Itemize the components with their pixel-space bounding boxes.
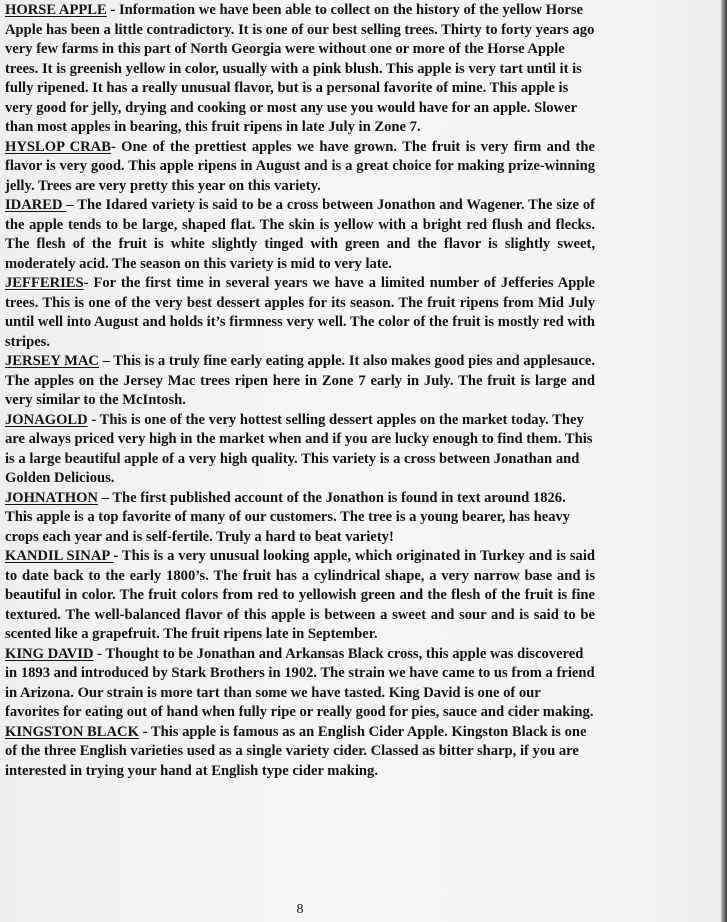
entry-text: – This is a truly fine early eating apple. It also makes good pies and applesauce. The apples on the Jersey Mac trees ripen here in Zone 7 early in July. The fruit is large and very similar to the McIntosh. bbox=[5, 353, 596, 408]
entry-text: - This apple is famous as an English Cider Apple. Kingston Black is one of the three English varieties used as a single variety cider. Classed as bitter sharp, if you are interested in trying your hand at English type cider making. bbox=[5, 723, 587, 779]
apple-variety-list bbox=[5, 1, 595, 781]
entry-kingston-black bbox=[5, 723, 595, 782]
entry-text: - This is a very unusual looking apple, which originated in Turkey and is said to date back to the early 1800’s. The fruit has a cylindrical shape, a very narrow base and is beautiful in color. The fruit colors from red to yellowish green and the flesh of the fruit is fine textured. The well-balanced flavor of this apple is between a sweet and sour and is said to be scented like a grapefruit. The fruit ripens late in September. bbox=[5, 548, 596, 642]
entry-title: KANDIL SINAP bbox=[5, 548, 114, 564]
entry-hyslop-crab bbox=[5, 138, 595, 197]
entry-jonagold bbox=[5, 411, 595, 489]
entry-title: JONAGOLD bbox=[5, 411, 88, 428]
entry-text: - This is one of the very hottest selling dessert apples on the market today. They are always priced very high in the market when and if you are lucky enough to find them. This is a large beautiful apple of a very high quality. This variety is a cross between Jonathan and Golden Delicious. bbox=[5, 411, 593, 486]
page-number: 8 bbox=[296, 902, 304, 917]
entry-text: – The first published account of the Jonathon is found in text around 1826. This apple is a top favorite of many of our customers. The tree is a young bearer, has heavy crops each year and is self-fertile. Truly a hard to beat variety! bbox=[5, 489, 571, 545]
page-edge-shadow bbox=[721, 0, 727, 922]
entry-jersey-mac bbox=[5, 352, 595, 411]
entry-idared bbox=[5, 196, 595, 274]
entry-text: - Information we have been able to collect on the history of the yellow Horse Apple has been a little contradictory. It is one of our best selling trees. Thirty to forty years ago very few farms in this part of North Georgia were without one or more of the Horse Apple trees. It is greenish yellow in color, usually with a pink blush. This apple is very tart until it is fully ripened. It has a really unusual flavor, but is a personal favorite of mine. This apple is very good for jelly, drying and cooking or most any use you would have for an apple. Slower than most apples in bearing, this fruit ripens in late July in Zone 7. bbox=[5, 2, 595, 135]
entry-title: JOHNATHON bbox=[5, 489, 98, 506]
entry-king-david bbox=[5, 645, 595, 723]
entry-title: KING DAVID bbox=[5, 645, 94, 662]
entry-title: HORSE APPLE bbox=[5, 2, 107, 18]
entry-text: – The Idared variety is said to be a cross between Jonathon and Wagener. The size of the apple tends to be large, shaped flat. The skin is yellow with a bright red flush and flecks. The flesh of the fruit is white slightly tinged with green and the flavor is slightly sweet, moderately acid. The season on this variety is mid to very late. bbox=[5, 197, 596, 272]
entry-johnathon bbox=[5, 489, 595, 548]
entry-title: HYSLOP CRAB bbox=[5, 138, 111, 155]
entry-title: JEFFERIES bbox=[5, 275, 84, 291]
entry-text: - For the first time in several years we have a limited number of Jefferies Apple trees. This is one of the very best dessert apples for its season. The fruit ripens from Mid July until well into August and holds it’s firmness very well. The color of the fruit is mostly red with stripes. bbox=[5, 275, 595, 350]
entry-kandil-sinap bbox=[5, 547, 595, 645]
entry-title: IDARED bbox=[5, 197, 67, 213]
entry-text: - Thought to be Jonathan and Arkansas Black cross, this apple was discovered in 1893 and introduced by Stark Brothers in 1902. The strain we have came to us from a friend in Arizona. Our strain is more tart than some we have tasted. King David is one of our favorites for eating out of hand when fully ripe or really good for pies, sauce and cider making. bbox=[5, 645, 595, 720]
entry-title: JERSEY MAC bbox=[5, 353, 99, 369]
entry-text: - One of the prettiest apples we have grown. The fruit is very firm and the flavor is very good. This apple ripens in August and is a great choice for making prize-winning jelly. Trees are very pretty this year on this variety. bbox=[5, 138, 595, 194]
entry-title: KINGSTON BLACK bbox=[5, 723, 139, 740]
entry-horse-apple bbox=[5, 1, 595, 138]
entry-jefferies bbox=[5, 274, 595, 352]
